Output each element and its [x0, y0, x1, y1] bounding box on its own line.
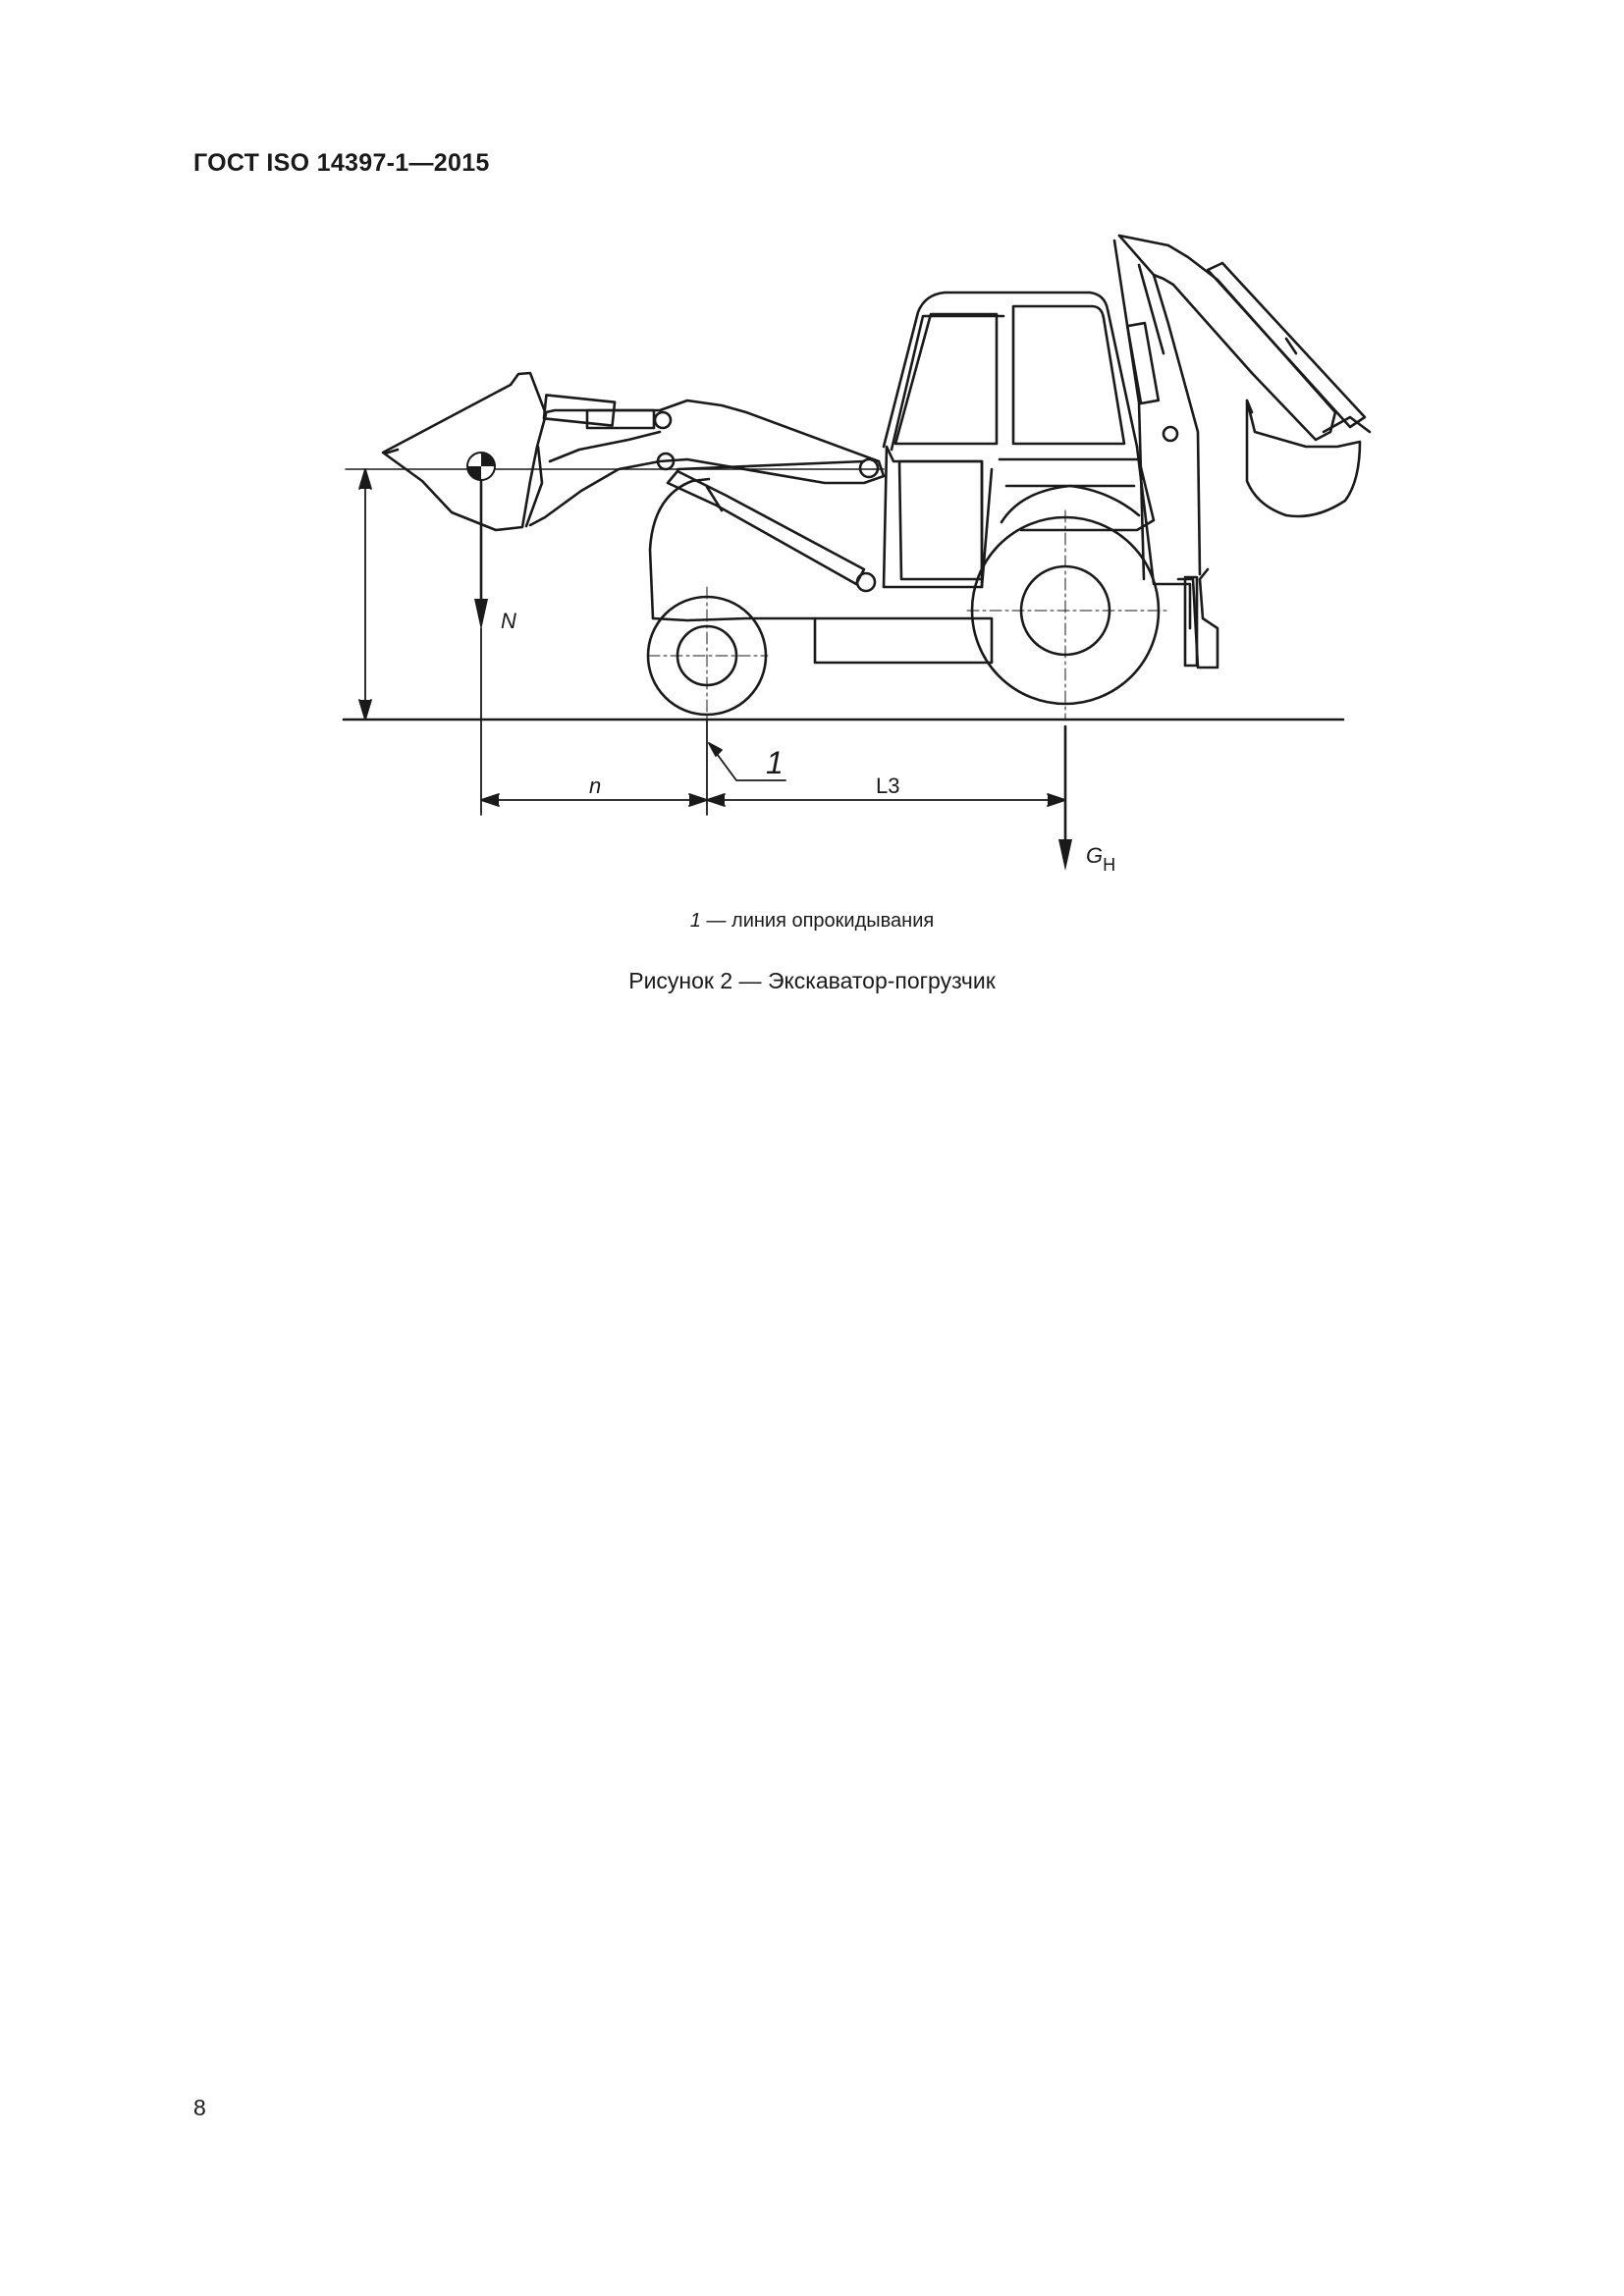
label-distance-l3: L3 — [876, 774, 900, 798]
loader-bucket — [383, 373, 546, 530]
label-weight: $G_H$ — [1086, 843, 1116, 875]
figure-caption: Рисунок 2 — Экскаватор-погрузчик — [628, 968, 996, 993]
loader-arm — [530, 395, 884, 525]
lift-cylinder — [668, 471, 875, 591]
figure-legend — [0, 910, 1624, 933]
page-number: 8 — [193, 2095, 206, 2120]
backhoe-cylinder — [1208, 263, 1365, 427]
center-of-gravity-symbol — [467, 453, 495, 480]
legend-text: — линия опрокидывания — [700, 910, 935, 932]
backhoe-bucket — [1247, 400, 1370, 516]
height-dimension — [346, 469, 884, 720]
page-header: ГОСТ ISO 14397-1—2015 — [193, 149, 490, 177]
label-callout-1: 1 — [766, 745, 784, 780]
cab — [884, 293, 1154, 587]
load-force-arrow — [474, 480, 488, 630]
dimension-lines — [481, 628, 1065, 815]
label-distance-n: n — [589, 774, 602, 798]
chassis — [815, 618, 992, 663]
front-wheel — [648, 587, 768, 720]
legend-number: 1 — [689, 910, 701, 932]
label-n-force: N — [501, 609, 516, 633]
rear-frame — [1137, 447, 1218, 667]
backhoe-loader-figure — [0, 0, 1624, 982]
rear-wheel — [967, 510, 1168, 720]
